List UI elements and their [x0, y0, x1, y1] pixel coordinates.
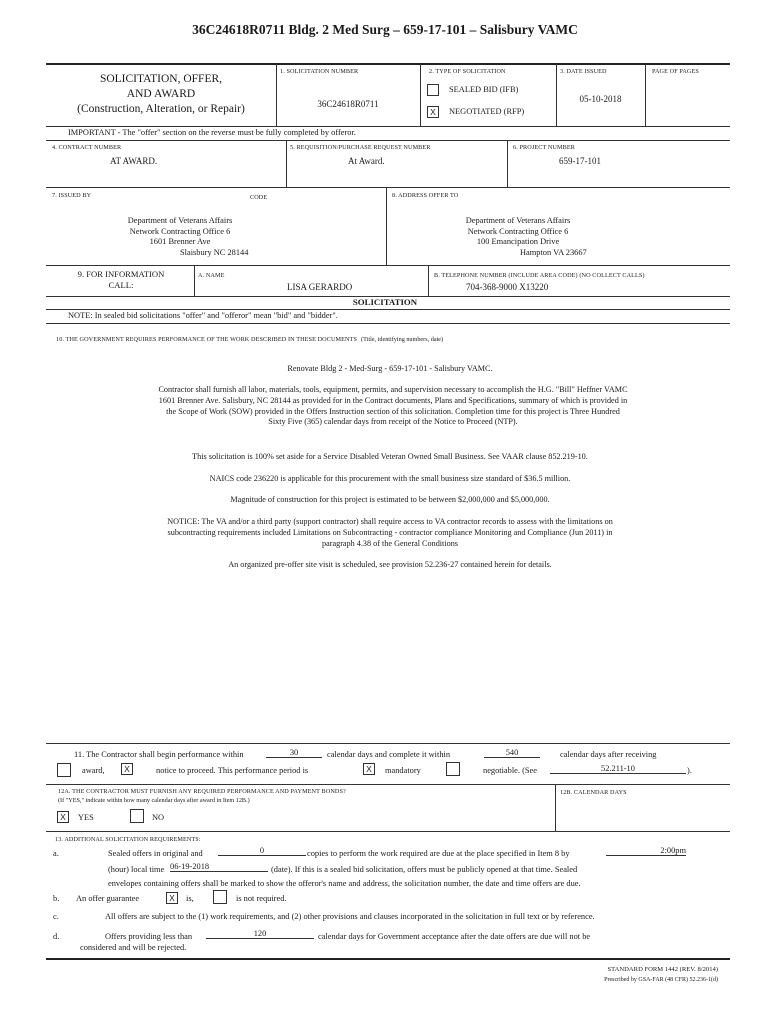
rule: [46, 126, 730, 127]
bonds-yes-checkbox[interactable]: X: [57, 811, 69, 823]
item-b-marker: b.: [53, 894, 60, 903]
solicitation-number-label: 1. SOLICITATION NUMBER: [280, 68, 359, 75]
additional-requirements-label: 13. ADDITIONAL SOLICITATION REQUIREMENTS:: [55, 836, 201, 843]
item-d-marker: d.: [53, 932, 60, 941]
work-paragraph: NAICS code 236220 is applicable for this procurement with the small business size standard of $36.5 million.: [209, 474, 571, 483]
work-description-subtitle: (Title, identifying numbers, date): [361, 336, 444, 343]
rule: [46, 265, 730, 266]
divider: [286, 141, 287, 187]
begin-days-field[interactable]: 30: [266, 748, 322, 758]
bonds-sublabel: (If "YES," indicate within how many calendar days after award in Item 12B.): [58, 797, 250, 804]
divider: [386, 188, 387, 265]
performance-text: ).: [687, 766, 692, 775]
rule: [46, 784, 730, 785]
divider: [428, 266, 429, 296]
work-description-label: [56, 328, 443, 346]
rule: [46, 309, 730, 310]
project-number-label: 6. PROJECT NUMBER: [513, 144, 575, 151]
work-paragraph: Contractor shall furnish all labor, materials, tools, equipment, permits, and supervision necessary to accomplish the H.G. "Bill" Heffner VAMC 1601 Brenner Ave. Salisbury, NC 28144 as provided for in the Contract documents, Plans and Specifications, summary of which is provided in the Scope of Work (SOW) provided in the Offers Instruction section of this solicitation. Completion time for this project is Three Hundred Sixty Five (365) calendar days from receipt of the Notice to Proceed (NTP).: [158, 385, 628, 427]
item-d-text: Offers providing less than: [105, 932, 193, 941]
divider: [276, 64, 277, 126]
issued-by-label: 7. ISSUED BY: [52, 192, 92, 199]
item-a-text: (date). If this is a sealed bid solicitation, offers must be publicly opened at that time. Sealed: [271, 865, 578, 874]
calendar-days-label: 12B. CALENDAR DAYS: [560, 789, 627, 796]
award-label: award,: [82, 766, 105, 775]
item-d-text: considered and will be rejected.: [80, 943, 187, 952]
complete-days-field[interactable]: 540: [484, 748, 540, 758]
due-time-field[interactable]: 2:00pm: [606, 846, 686, 856]
guarantee-required-checkbox[interactable]: X: [166, 892, 178, 904]
project-number: 659-17-101: [559, 156, 601, 166]
issued-by-address: [60, 216, 300, 248]
contract-number: AT AWARD.: [110, 156, 158, 166]
negotiable-checkbox[interactable]: [446, 762, 460, 776]
performance-text: notice to proceed. This performance period is: [156, 766, 309, 775]
address-line: Network Contracting Office 6: [467, 226, 569, 236]
solicitation-heading: SOLICITATION: [352, 297, 418, 307]
divider: [555, 785, 556, 831]
negotiated-label: NEGOTIATED (RFP): [449, 107, 525, 116]
form-title-line: AND AWARD: [126, 88, 196, 100]
bonds-no-label: NO: [152, 813, 165, 822]
contact-name-label: A. NAME: [198, 272, 225, 279]
performance-text: calendar days and complete it within: [327, 750, 451, 759]
negotiable-label: negotiable. (See: [483, 766, 537, 775]
page-title: 36C24618R0711 Bldg. 2 Med Surg – 659-17-101 – Salisbury VAMC: [192, 22, 578, 37]
bonds-label: 12A. THE CONTRACTOR MUST FURNISH ANY REQUIRED PERFORMANCE AND PAYMENT BONDS?: [58, 788, 346, 795]
item-c-text: All offers are subject to the (1) work requirements, and (2) other provisions and clauses incorporated in the solicitation in full text or by reference.: [105, 912, 595, 921]
divider: [645, 64, 646, 126]
address-line: 1601 Brenner Ave: [149, 237, 211, 247]
issued-by-code-label: CODE: [250, 194, 268, 201]
item-b-text: is not required.: [236, 894, 287, 903]
notice-to-proceed-checkbox[interactable]: X: [121, 763, 133, 775]
guarantee-not-required-checkbox[interactable]: [213, 890, 227, 904]
address-line: 100 Emancipation Drive: [476, 237, 560, 247]
form-title-line: SOLICITATION, OFFER,: [99, 73, 223, 85]
performance-text: 11. The Contractor shall begin performance within: [74, 750, 244, 759]
sealed-bid-note: NOTE: In sealed bid solicitations "offer" and "offeror" mean "bid" and "bidder".: [68, 311, 338, 320]
work-paragraph: Renovate Bldg 2 - Med-Surg - 659-17-101 - Salisbury VAMC.: [287, 364, 493, 373]
info-call-line: CALL:: [108, 280, 134, 290]
work-paragraph: An organized pre-offer site visit is scheduled, see provision 52.236-27 contained herein for details.: [228, 560, 552, 569]
requisition-number-label: 5. REQUISITION/PURCHASE REQUEST NUMBER: [290, 144, 431, 151]
rule: [46, 831, 730, 832]
info-call-line: 9. FOR INFORMATION: [77, 269, 165, 279]
sealed-bid-label: SEALED BID (IFB): [449, 85, 519, 94]
item-a-text: envelopes containing offers shall be marked to show the offeror's name and address, the solicitation number, the date and time offers are due.: [108, 879, 581, 888]
performance-text: calendar days after receiving: [560, 750, 657, 759]
rule: [46, 140, 730, 141]
address-line: Network Contracting Office 6: [129, 226, 231, 236]
mandatory-label: mandatory: [385, 766, 421, 775]
important-notice: IMPORTANT - The "offer" section on the reverse must be fully completed by offeror.: [68, 128, 356, 137]
top-border: [46, 63, 730, 65]
item-a-text: (hour) local time: [108, 865, 165, 874]
item-a-text: Sealed offers in original and: [108, 849, 203, 858]
info-call-label: [48, 269, 194, 291]
divider: [507, 141, 508, 187]
form-title-line: (Construction, Alteration, or Repair): [77, 103, 245, 115]
work-paragraph: Magnitude of construction for this project is estimated to be between $2,000,000 and $5,000,000.: [230, 495, 550, 504]
date-issued-label: 3. DATE ISSUED: [560, 68, 607, 75]
divider: [194, 266, 195, 296]
address-line: Department of Veterans Affairs: [465, 216, 571, 225]
item-c-marker: c.: [53, 912, 59, 921]
address-offer-city: Hampton VA 23667: [520, 248, 587, 257]
work-paragraph: This solicitation is 100% set aside for a Service Disabled Veteran Owned Small Business. See VAAR clause 852.219-10.: [192, 452, 588, 461]
contact-name: LISA GERARDO: [287, 282, 353, 292]
issued-by-city: Slaisbury NC 28144: [180, 248, 249, 257]
copies-field[interactable]: 0: [218, 846, 306, 856]
form-title: [46, 72, 276, 117]
see-clause-field[interactable]: 52.211-10: [550, 764, 686, 774]
page-of-pages-label: PAGE OF PAGES: [652, 68, 699, 75]
address-offer-label: 8. ADDRESS OFFER TO: [392, 192, 459, 199]
award-checkbox[interactable]: [57, 763, 71, 777]
telephone-number: 704-368-9000 X13220: [466, 282, 549, 292]
item-a-marker: a.: [53, 849, 59, 858]
work-paragraph: NOTICE: The VA and/or a third party (support contractor) shall require access to VA contractor records to assess with the limitations on subcontracting requirements included Limitations on Subcontracting - contractor compliance Monitoring and Compliance (Jun 2011) in paragraph 4.38 of the General Conditions: [167, 517, 613, 548]
acceptance-days-field[interactable]: 120: [206, 929, 314, 939]
work-description-title: 10. THE GOVERNMENT REQUIRES PERFORMANCE OF THE WORK DESCRIBED IN THESE DOCUMENTS: [56, 336, 358, 343]
telephone-label: B. TELEPHONE NUMBER (INCLUDE AREA CODE) (NO COLLECT CALLS): [434, 272, 645, 279]
bottom-border: [46, 958, 730, 960]
rule: [46, 743, 730, 744]
solicitation-type-label: 2. TYPE OF SOLICITATION: [429, 68, 506, 75]
item-b-text: An offer guarantee: [76, 894, 140, 903]
bonds-no-checkbox[interactable]: [130, 809, 144, 823]
requisition-number: At Award.: [348, 156, 385, 166]
form-number: STANDARD FORM 1442 (REV. 8/2014): [607, 966, 718, 973]
item-a-text: copies to perform the work required are due at the place specified in Item 8 by: [307, 849, 570, 858]
rule: [46, 323, 730, 324]
item-d-text: calendar days for Government acceptance after the date offers are due will not be: [318, 932, 591, 941]
solicitation-number: 36C24618R0711: [317, 99, 379, 109]
mandatory-checkbox[interactable]: X: [363, 763, 375, 775]
item-b-text: is,: [186, 894, 194, 903]
address-offer-to: [398, 216, 638, 248]
bonds-yes-label: YES: [78, 813, 94, 822]
due-date-field[interactable]: 06-19-2018: [170, 862, 268, 872]
sealed-bid-checkbox[interactable]: [427, 84, 439, 96]
date-issued: 05-10-2018: [579, 94, 622, 104]
divider: [420, 64, 421, 126]
prescribed-by: Prescribed by GSA-FAR (48 CFR) 52.236-1(d): [604, 977, 718, 983]
negotiated-checkbox[interactable]: X: [427, 106, 439, 118]
rule: [46, 187, 730, 188]
contract-number-label: 4. CONTRACT NUMBER: [52, 144, 122, 151]
address-line: Department of Veterans Affairs: [127, 216, 233, 225]
